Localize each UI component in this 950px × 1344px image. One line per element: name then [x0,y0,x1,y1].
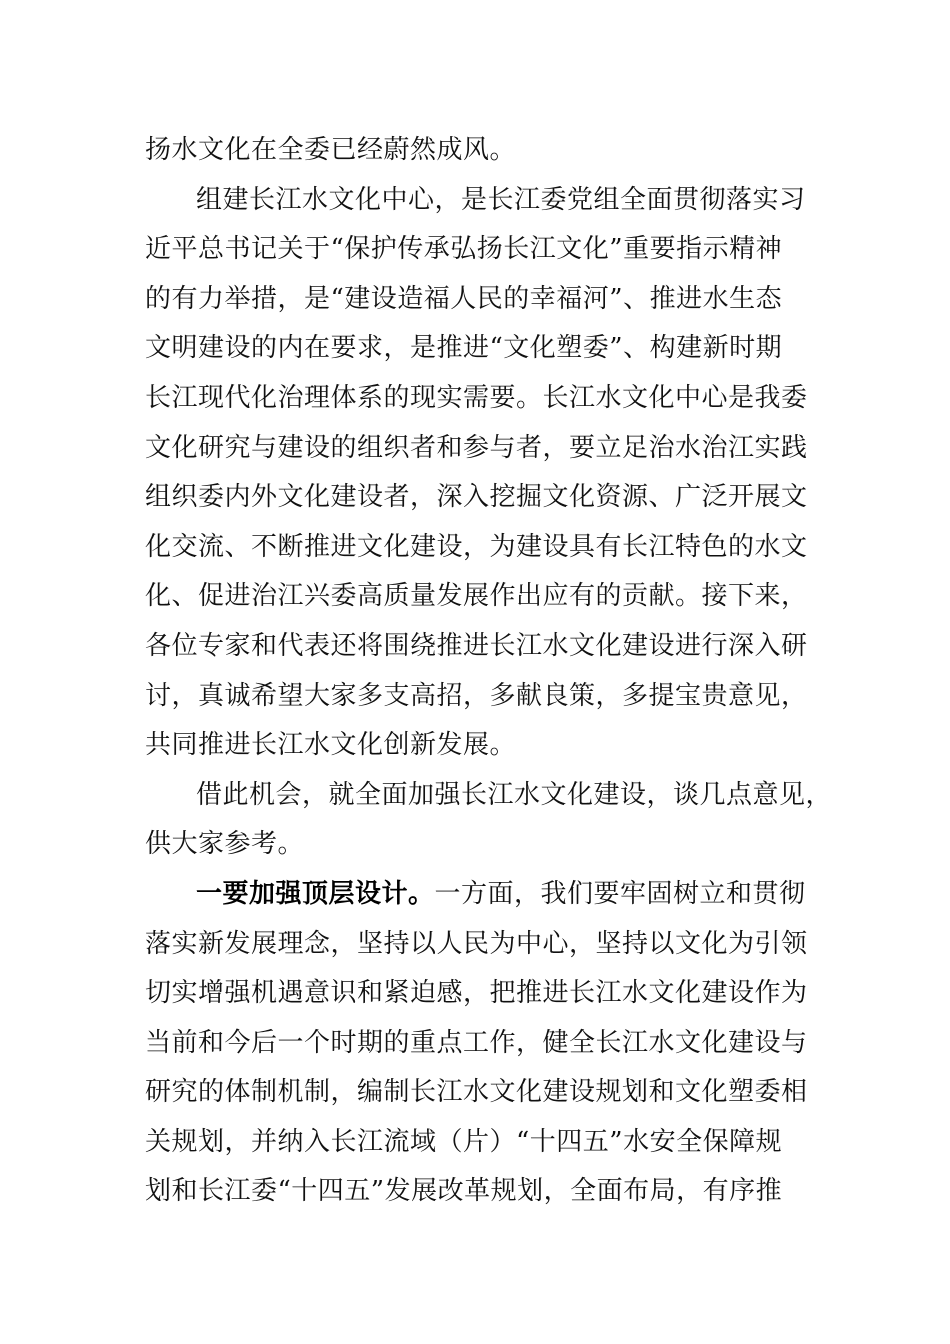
text-line: 化交流、不断推进文化建设，为建设具有长江特色的水文 [145,531,808,562]
paragraph-first-line [0,870,950,920]
text-line: 切实增强机遇意识和紧迫感，把推进长江水文化建设作为 [145,978,808,1009]
text-line: 各位专家和代表还将围绕推进长江水文化建设进行深入研 [145,630,808,661]
text-line: 扬水文化在全委已经蔚然成风。 [145,135,517,165]
text-line: 研究的体制机制，编制长江水文化建设规划和文化塑委相 [145,1077,808,1108]
text-line: 长江现代化治理体系的现实需要。长江水文化中心是我委 [145,382,808,413]
paragraph-first-line: 组建长江水文化中心，是长江委党组全面贯彻落实习 [196,184,806,215]
text-line: 落实新发展理念，坚持以人民为中心，坚持以文化为引领 [145,928,808,959]
text-line: 化、促进治江兴委高质量发展作出应有的贡献。接下来， [145,581,808,612]
paragraph-first-line: 借此机会，就全面加强长江水文化建设，谈几点意见， [196,779,833,810]
text-line: 近平总书记关于“保护传承弘扬长江文化”重要指示精神 [145,234,783,265]
text-line: 讨，真诚希望大家多支高招，多献良策，多提宝贵意见， [145,680,808,711]
text-line: 文化研究与建设的组织者和参与者，要立足治水治江实践 [145,432,808,463]
text-run: 一方面，我们要牢固树立和贯彻 [434,878,806,909]
text-line: 供大家参考。 [145,829,305,860]
text-line: 关规划，并纳入长江流域（片）“十四五”水安全保障规 [145,1126,783,1157]
text-line: 组织委内外文化建设者，深入挖掘文化资源、广泛开展文 [145,482,808,513]
section-heading: 一要加强顶层设计。 [196,878,435,909]
text-line: 共同推进长江水文化创新发展。 [145,730,517,761]
document-body [0,126,950,1217]
text-line: 文明建设的内在要求，是推进“文化塑委”、构建新时期 [145,333,783,364]
text-line: 当前和今后一个时期的重点工作，健全长江水文化建设与 [145,1027,808,1058]
text-line: 的有力举措，是“建设造福人民的幸福河”、推进水生态 [145,283,783,314]
text-line: 划和长江委“十四五”发展改革规划，全面布局，有序推 [145,1176,783,1207]
